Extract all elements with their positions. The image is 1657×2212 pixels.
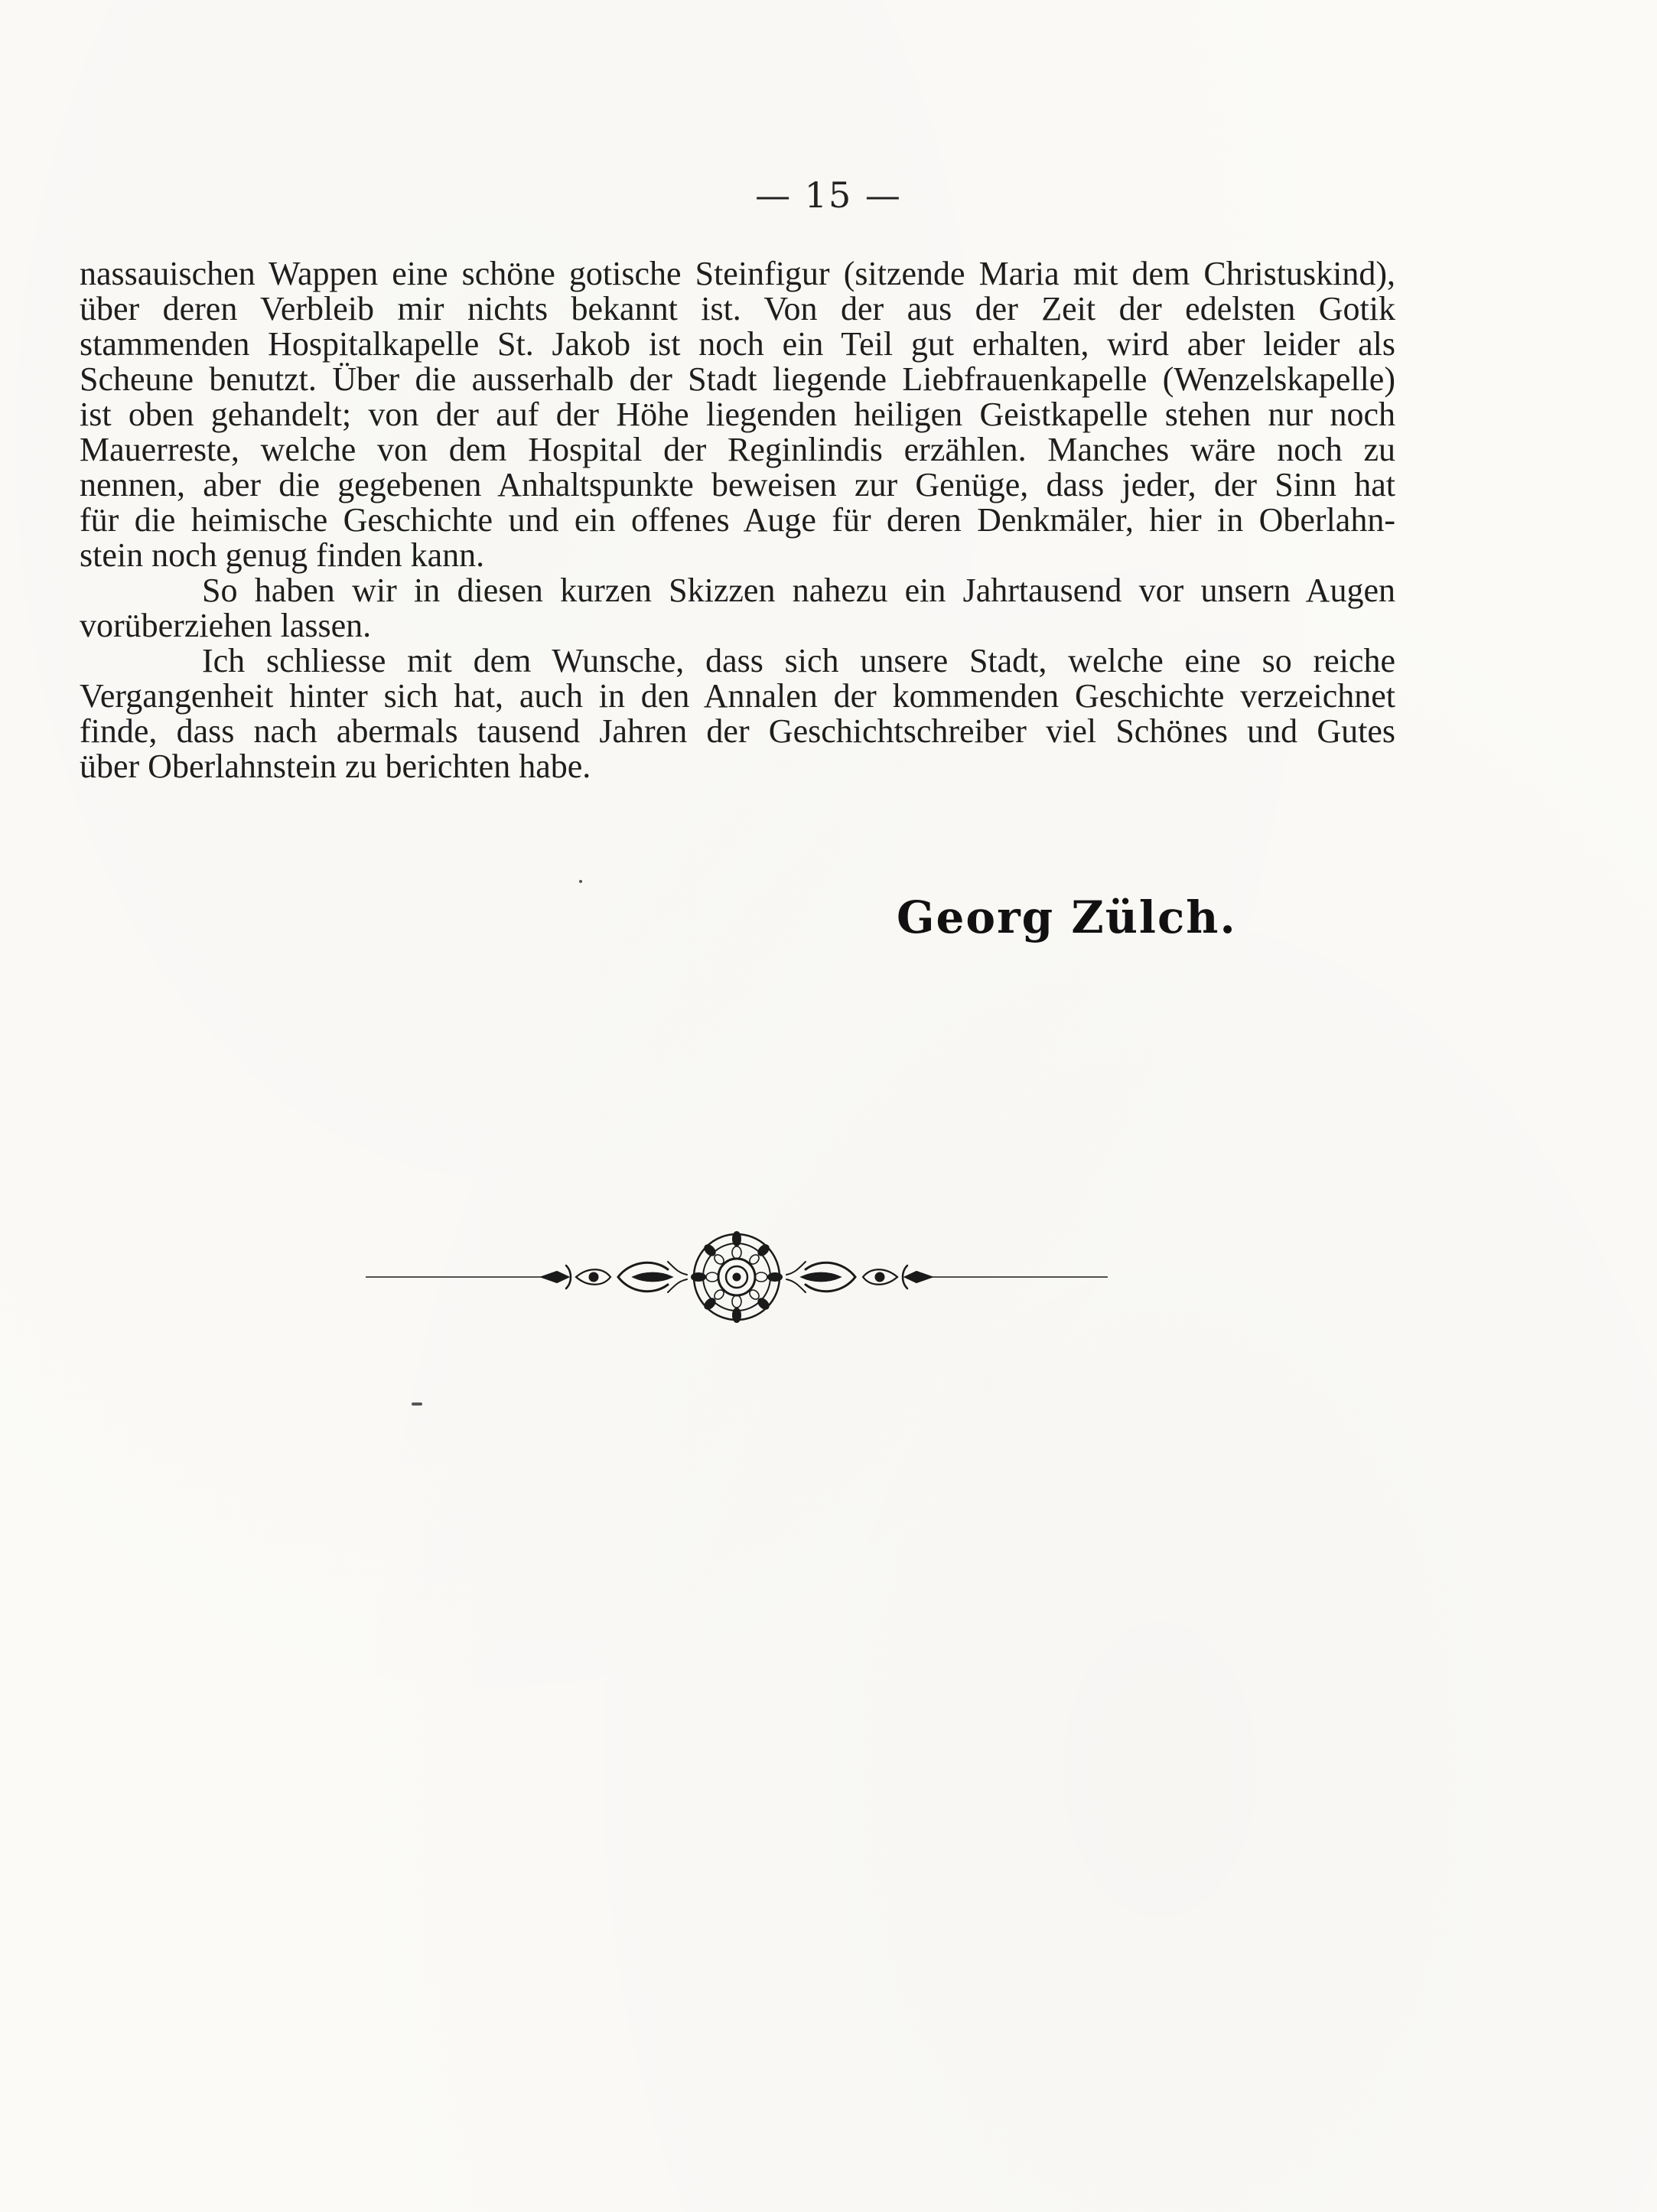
text-line: stein noch genug finden kann. xyxy=(80,536,485,574)
text-line: stammenden Hospitalkapelle St. Jakob ist noch ein Teil gut erhalten, wird aber leider als xyxy=(80,325,1395,363)
scan-speck xyxy=(579,880,582,883)
page-number: — 15 — xyxy=(755,174,902,216)
text-line: über deren Verbleib mir nichts bekannt ist. Von der aus der Zeit der edelsten Gotik xyxy=(80,290,1395,327)
text-line: nennen, aber die gegebenen Anhaltspunkte beweisen zur Genüge, dass jeder, der Sinn hat xyxy=(80,466,1395,503)
text-line: Mauerreste, welche von dem Hospital der Reginlindis erzählen. Manches wäre noch zu xyxy=(80,431,1395,468)
text-line: Scheune benutzt. Über die ausserhalb der Stadt liegende Liebfrauenkapelle (Wenzelskapelle) xyxy=(80,360,1395,398)
rosette-ornament-icon xyxy=(366,1227,1108,1327)
text-line: über Oberlahnstein zu berichten habe. xyxy=(80,748,591,785)
text-line: Vergangenheit hinter sich hat, auch in den Annalen der kommenden Geschichte verzeichnet xyxy=(80,677,1395,715)
text-line: für die heimische Geschichte und ein offenes Auge für deren Denkmäler, hier in Oberlahn- xyxy=(80,501,1395,539)
paragraph-start-line: So haben wir in diesen kurzen Skizzen nahezu ein Jahrtausend vor unsern Augen xyxy=(202,572,1395,609)
text-line: ist oben gehandelt; von der auf der Höhe liegenden heiligen Geistkapelle stehen nur noch xyxy=(80,396,1395,433)
scan-speck xyxy=(412,1402,422,1406)
text-line: finde, dass nach abermals tausend Jahren der Geschichtschreiber viel Schönes und Gutes xyxy=(80,712,1395,750)
body-text xyxy=(80,256,1395,784)
author-signature: Georg Zülch. xyxy=(897,891,1237,943)
text-line: nassauischen Wappen eine schöne gotische Steinfigur (sitzende Maria mit dem Christuskind), xyxy=(80,255,1395,292)
text-line: vorüberziehen lassen. xyxy=(80,607,372,644)
paragraph-start-line: Ich schliesse mit dem Wunsche, dass sich unsere Stadt, welche eine so reiche xyxy=(202,642,1395,679)
